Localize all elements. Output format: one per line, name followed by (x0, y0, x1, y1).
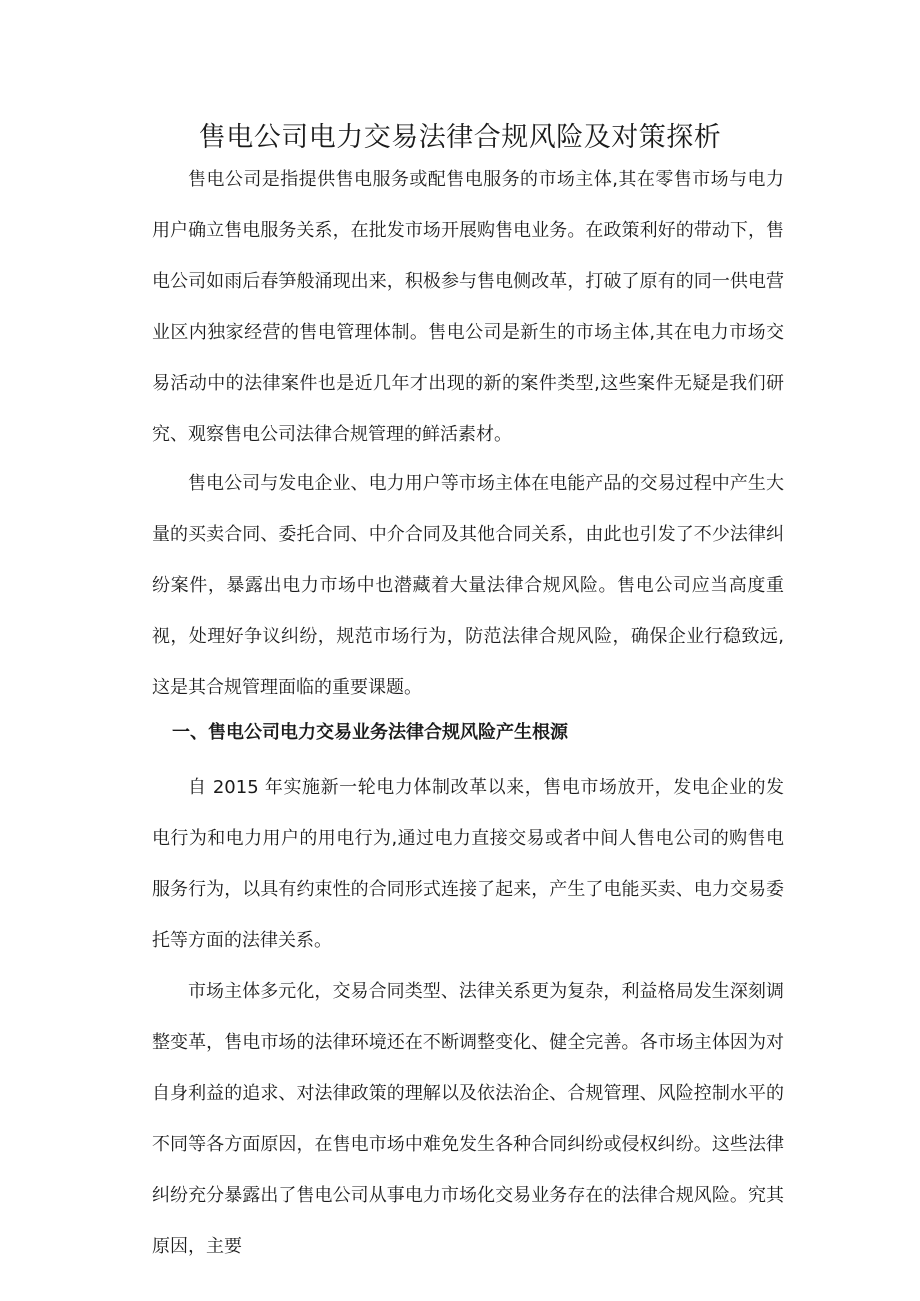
section-heading: 一、售电公司电力交易业务法律合规风险产生根源 (172, 722, 568, 743)
paragraph-reform: 自 2015 年实施新一轮电力体制改革以来，售电市场放开，发电企业的发电行为和电力用户的用电行为,通过电力直接交易或者中间人售电公司的购售电服务行为，以具有约束性的合同形式连接了起来，产生了电能买卖、电力交易委托等方面的法律关系。 (152, 777, 784, 951)
document-title: 售电公司电力交易法律合规风险及对策探析 (198, 122, 722, 153)
paragraph-risks: 售电公司与发电企业、电力用户等市场主体在电能产品的交易过程中产生大量的买卖合同、委托合同、中介合同及其他合同关系，由此也引发了不少法律纠纷案件，暴露出电力市场中也潜藏着大量法律合规风险。售电公司应当高度重视，处理好争议纠纷，规范市场行为，防范法律合规风险，确保企业行稳致远,这是其合规管理面临的重要课题。 (152, 473, 784, 698)
paragraph-intro: 售电公司是指提供售电服务或配售电服务的市场主体,其在零售市场与电力用户确立售电服务关系，在批发市场开展购售电业务。在政策利好的带动下，售电公司如雨后春笋般涌现出来，积极参与售电侧改革，打破了原有的同一供电营业区内独家经营的售电管理体制。售电公司是新生的市场主体,其在电力市场交易活动中的法律案件也是近几年才出现的新的案件类型,这些案件无疑是我们研究、观察售电公司法律合规管理的鲜活素材。 (152, 169, 784, 445)
paragraph-market-diversity: 市场主体多元化，交易合同类型、法律关系更为复杂，利益格局发生深刻调整变革，售电市场的法律环境还在不断调整变化、健全完善。各市场主体因为对自身利益的追求、对法律政策的理解以及依法治企、合规管理、风险控制水平的不同等各方面原因，在售电市场中难免发生各种合同纠纷或侵权纠纷。这些法律纠纷充分暴露出了售电公司从事电力市场化交易业务存在的法律合规风险。究其原因，主要 (152, 981, 784, 1257)
